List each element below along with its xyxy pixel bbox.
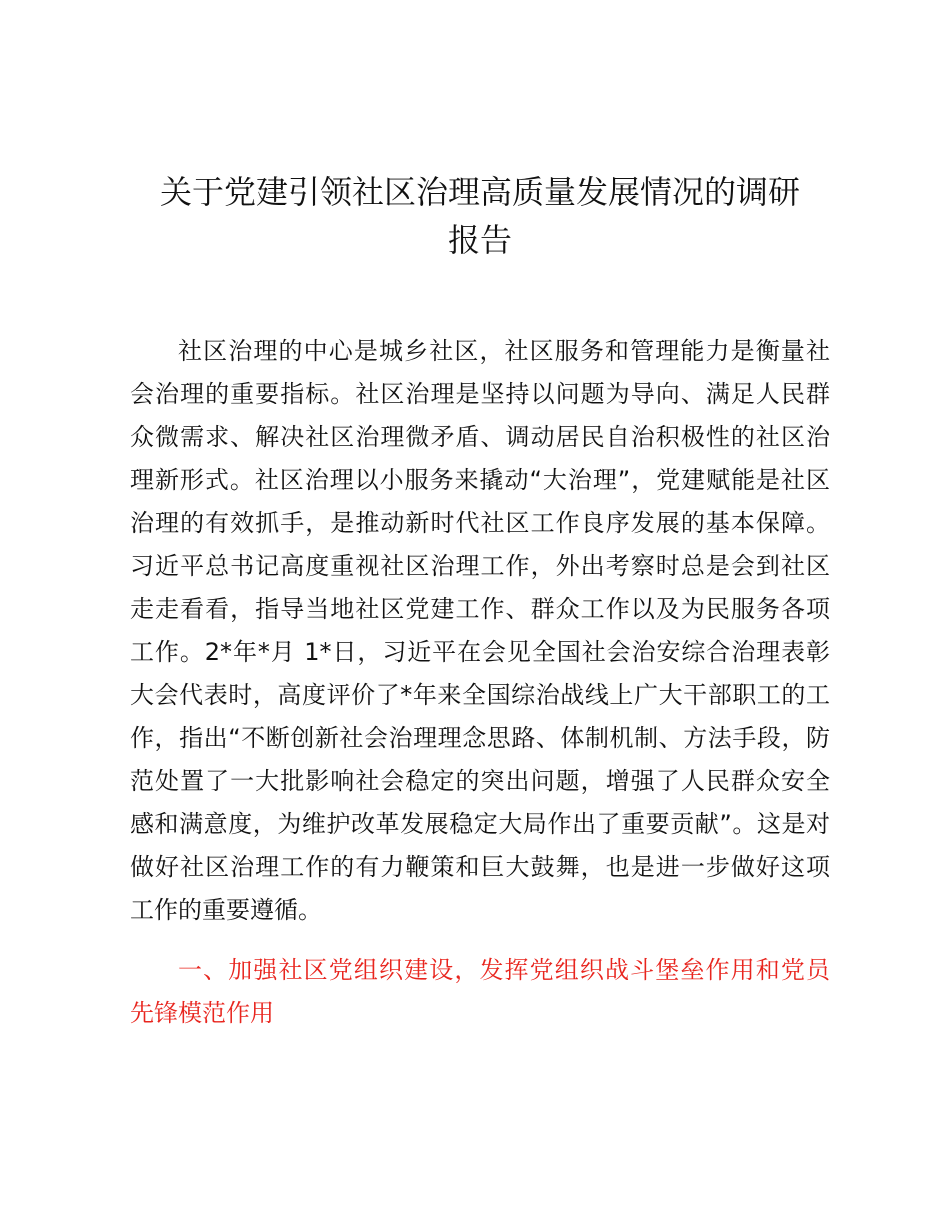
document-title-line-1: 关于党建引领社区治理高质量发展情况的调研 <box>159 173 800 211</box>
paragraph-line: 治理的有效抓手，是推动新时代社区工作良序发展的基本保障。 <box>130 509 830 537</box>
section-heading-line-2: 先锋模范作用 <box>130 999 274 1027</box>
paragraph-line: 社区治理的中心是城乡社区，社区服务和管理能力是衡量社 <box>178 337 830 365</box>
paragraph-line: 走走看看，指导当地社区党建工作、群众工作以及为民服务各项 <box>130 595 830 623</box>
paragraph-line: 会治理的重要指标。社区治理是坚持以问题为导向、满足人民群 <box>130 380 830 408</box>
paragraph-line: 大会代表时，高度评价了*年来全国综治战线上广大干部职工的工 <box>130 681 830 709</box>
document-title-line-2: 报告 <box>447 221 512 259</box>
section-heading-line-1: 一、加强社区党组织建设，发挥党组织战斗堡垒作用和党员 <box>178 956 830 984</box>
paragraph-line: 作，指出“不断创新社会治理理念思路、体制机制、方法手段，防 <box>130 724 830 752</box>
paragraph-line: 众微需求、解决社区治理微矛盾、调动居民自治积极性的社区治 <box>130 423 830 451</box>
paragraph-line: 工作。2*年*月 1*日，习近平在会见全国社会治安综合治理表彰 <box>130 638 830 666</box>
paragraph-line: 工作的重要遵循。 <box>130 896 322 924</box>
paragraph-line: 做好社区治理工作的有力鞭策和巨大鼓舞，也是进一步做好这项 <box>130 853 830 881</box>
paragraph-line: 范处置了一大批影响社会稳定的突出问题，增强了人民群众安全 <box>130 767 830 795</box>
paragraph-line: 感和满意度，为维护改革发展稳定大局作出了重要贡献”。这是对 <box>130 810 830 838</box>
paragraph-line: 理新形式。社区治理以小服务来撬动“大治理”，党建赋能是社区 <box>130 466 830 494</box>
paragraph-line: 习近平总书记高度重视社区治理工作，外出考察时总是会到社区 <box>130 552 830 580</box>
